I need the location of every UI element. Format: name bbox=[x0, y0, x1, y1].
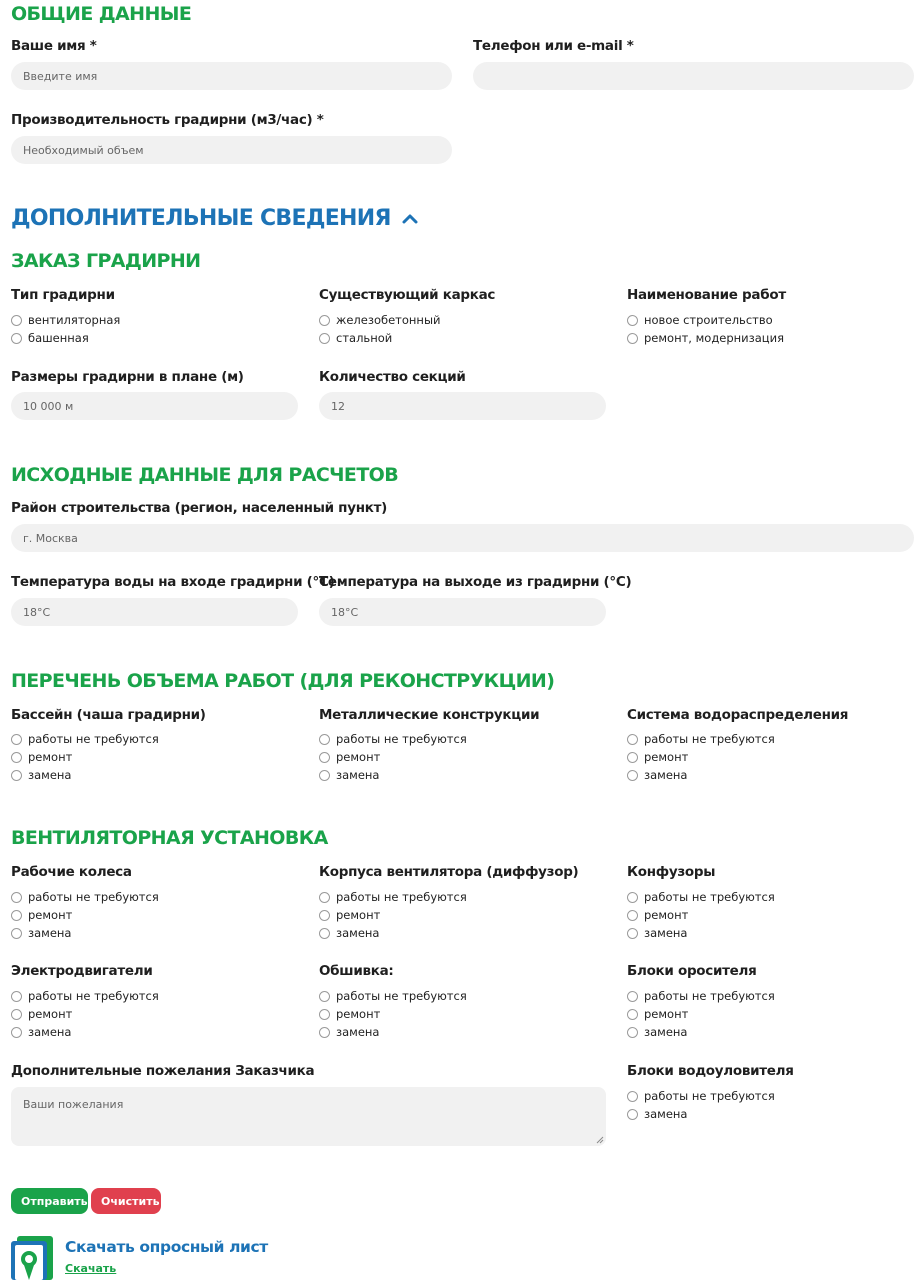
radio-option[interactable]: работы не требуются bbox=[627, 987, 775, 1005]
type-radio-group bbox=[11, 311, 120, 347]
housing-radio-group bbox=[319, 888, 467, 942]
capacity-label: Производительность градирни (м3/час) * bbox=[11, 112, 324, 128]
contact-label: Телефон или e-mail * bbox=[473, 38, 634, 54]
radio-circle-icon[interactable] bbox=[627, 928, 638, 939]
radio-circle-icon[interactable] bbox=[319, 910, 330, 921]
radio-circle-icon[interactable] bbox=[627, 1091, 638, 1102]
motors-label: Электродвигатели bbox=[11, 963, 153, 979]
sprinkler-radio-group bbox=[627, 987, 775, 1041]
additional-heading: ДОПОЛНИТЕЛЬНЫЕ СВЕДЕНИЯ bbox=[11, 206, 391, 231]
confusors-radio-group bbox=[627, 888, 775, 942]
radio-option[interactable]: ремонт, модернизация bbox=[627, 329, 784, 347]
radio-circle-icon[interactable] bbox=[11, 928, 22, 939]
region-input[interactable] bbox=[11, 524, 914, 552]
radio-option[interactable]: ремонт bbox=[319, 1005, 467, 1023]
wheels-radio-group bbox=[11, 888, 159, 942]
size-input[interactable] bbox=[11, 392, 298, 420]
radio-option[interactable]: железобетонный bbox=[319, 311, 441, 329]
works-label: Наименование работ bbox=[627, 287, 786, 303]
radio-option[interactable]: замена bbox=[11, 766, 159, 784]
radio-circle-icon[interactable] bbox=[11, 315, 22, 326]
radio-option[interactable]: ремонт bbox=[627, 748, 775, 766]
radio-option[interactable]: замена bbox=[319, 924, 467, 942]
radio-option[interactable]: работы не требуются bbox=[11, 888, 159, 906]
radio-circle-icon[interactable] bbox=[627, 315, 638, 326]
temp-out-label: Температура на выходе из градирни (°С) bbox=[319, 574, 632, 590]
resize-grip-icon[interactable] bbox=[596, 1136, 604, 1144]
radio-circle-icon[interactable] bbox=[627, 1109, 638, 1120]
radio-circle-icon[interactable] bbox=[11, 910, 22, 921]
radio-option[interactable]: ремонт bbox=[11, 1005, 159, 1023]
radio-option[interactable]: замена bbox=[11, 1023, 159, 1041]
temp-out-input[interactable] bbox=[319, 598, 606, 626]
radio-circle-icon[interactable] bbox=[11, 1027, 22, 1038]
cladding-radio-group bbox=[319, 987, 467, 1041]
radio-option[interactable]: замена bbox=[627, 766, 775, 784]
contact-input[interactable] bbox=[473, 62, 914, 90]
region-label: Район строительства (регион, населенный пункт) bbox=[11, 500, 387, 516]
radio-circle-icon[interactable] bbox=[11, 1009, 22, 1020]
radio-circle-icon[interactable] bbox=[627, 892, 638, 903]
radio-circle-icon[interactable] bbox=[627, 1027, 638, 1038]
radio-circle-icon[interactable] bbox=[319, 1027, 330, 1038]
temp-in-input[interactable] bbox=[11, 598, 298, 626]
cladding-label: Обшивка: bbox=[319, 963, 394, 979]
scope-heading: ПЕРЕЧЕНЬ ОБЪЕМА РАБОТ (ДЛЯ РЕКОНСТРУКЦИИ) bbox=[11, 670, 555, 692]
wheels-label: Рабочие колеса bbox=[11, 864, 132, 880]
metal-label: Металлические конструкции bbox=[319, 707, 540, 723]
radio-option[interactable]: замена bbox=[319, 766, 467, 784]
radio-circle-icon[interactable] bbox=[627, 770, 638, 781]
radio-option[interactable]: работы не требуются bbox=[627, 888, 775, 906]
fan-heading: ВЕНТИЛЯТОРНАЯ УСТАНОВКА bbox=[11, 827, 328, 849]
radio-option[interactable]: ремонт bbox=[11, 906, 159, 924]
chevron-up-icon bbox=[401, 210, 419, 228]
size-label: Размеры градирни в плане (м) bbox=[11, 369, 244, 385]
radio-circle-icon[interactable] bbox=[11, 991, 22, 1002]
frame-label: Существующий каркас bbox=[319, 287, 496, 303]
radio-circle-icon[interactable] bbox=[627, 991, 638, 1002]
water-label: Система водораспределения bbox=[627, 707, 849, 723]
radio-circle-icon[interactable] bbox=[319, 928, 330, 939]
radio-option[interactable]: вентиляторная bbox=[11, 311, 120, 329]
radio-option[interactable]: работы не требуются bbox=[319, 888, 467, 906]
radio-option[interactable]: ремонт bbox=[627, 1005, 775, 1023]
clear-button[interactable]: Очистить bbox=[91, 1188, 161, 1214]
radio-circle-icon[interactable] bbox=[319, 892, 330, 903]
radio-option[interactable]: замена bbox=[319, 1023, 467, 1041]
radio-option[interactable]: работы не требуются bbox=[11, 730, 159, 748]
radio-option[interactable]: башенная bbox=[11, 329, 120, 347]
radio-option[interactable]: работы не требуются bbox=[319, 987, 467, 1005]
radio-circle-icon[interactable] bbox=[627, 333, 638, 344]
wishes-label: Дополнительные пожелания Заказчика bbox=[11, 1063, 315, 1079]
radio-circle-icon[interactable] bbox=[627, 1009, 638, 1020]
sprinkler-label: Блоки оросителя bbox=[627, 963, 757, 979]
radio-option[interactable]: замена bbox=[627, 1105, 775, 1123]
sections-input[interactable] bbox=[319, 392, 606, 420]
radio-option[interactable]: стальной bbox=[319, 329, 441, 347]
eliminator-label: Блоки водоуловителя bbox=[627, 1063, 794, 1079]
frame-radio-group bbox=[319, 311, 441, 347]
submit-button[interactable]: Отправить bbox=[11, 1188, 88, 1214]
radio-circle-icon[interactable] bbox=[319, 333, 330, 344]
motors-radio-group bbox=[11, 987, 159, 1041]
source-heading: ИСХОДНЫЕ ДАННЫЕ ДЛЯ РАСЧЕТОВ bbox=[11, 464, 399, 486]
radio-circle-icon[interactable] bbox=[11, 752, 22, 763]
basin-radio-group bbox=[11, 730, 159, 784]
confusors-label: Конфузоры bbox=[627, 864, 716, 880]
radio-circle-icon[interactable] bbox=[319, 315, 330, 326]
temp-in-label: Температура воды на входе градирни (°С) bbox=[11, 574, 335, 590]
radio-circle-icon[interactable] bbox=[11, 770, 22, 781]
radio-option[interactable]: замена bbox=[627, 1023, 775, 1041]
radio-circle-icon[interactable] bbox=[319, 1009, 330, 1020]
housing-label: Корпуса вентилятора (диффузор) bbox=[319, 864, 579, 880]
radio-option[interactable]: замена bbox=[627, 924, 775, 942]
name-label: Ваше имя * bbox=[11, 38, 97, 54]
radio-option[interactable]: замена bbox=[11, 924, 159, 942]
water-radio-group bbox=[627, 730, 775, 784]
order-heading: ЗАКАЗ ГРАДИРНИ bbox=[11, 250, 201, 272]
download-link[interactable]: Скачать bbox=[65, 1262, 117, 1275]
radio-circle-icon[interactable] bbox=[319, 770, 330, 781]
radio-option[interactable]: ремонт bbox=[319, 748, 467, 766]
radio-option[interactable]: ремонт bbox=[319, 906, 467, 924]
radio-option[interactable]: работы не требуются bbox=[319, 730, 467, 748]
name-input[interactable] bbox=[11, 62, 452, 90]
radio-circle-icon[interactable] bbox=[627, 910, 638, 921]
general-heading: ОБЩИЕ ДАННЫЕ bbox=[11, 3, 192, 25]
radio-option[interactable]: ремонт bbox=[627, 906, 775, 924]
basin-label: Бассейн (чаша градирни) bbox=[11, 707, 206, 723]
type-label: Тип градирни bbox=[11, 287, 115, 303]
radio-circle-icon[interactable] bbox=[11, 333, 22, 344]
radio-option[interactable]: работы не требуются bbox=[627, 730, 775, 748]
radio-circle-icon[interactable] bbox=[319, 991, 330, 1002]
radio-circle-icon[interactable] bbox=[11, 892, 22, 903]
radio-option[interactable]: ремонт bbox=[11, 748, 159, 766]
radio-option[interactable]: работы не требуются bbox=[627, 1087, 775, 1105]
radio-circle-icon[interactable] bbox=[627, 752, 638, 763]
radio-circle-icon[interactable] bbox=[627, 734, 638, 745]
radio-circle-icon[interactable] bbox=[319, 752, 330, 763]
wishes-textarea[interactable] bbox=[11, 1087, 606, 1146]
additional-toggle[interactable] bbox=[11, 206, 419, 231]
capacity-input[interactable] bbox=[11, 136, 452, 164]
eliminator-radio-group bbox=[627, 1087, 775, 1123]
sections-label: Количество секций bbox=[319, 369, 466, 385]
radio-circle-icon[interactable] bbox=[11, 734, 22, 745]
works-radio-group bbox=[627, 311, 784, 347]
document-certificate-icon bbox=[11, 1236, 55, 1280]
radio-circle-icon[interactable] bbox=[319, 734, 330, 745]
download-title: Скачать опросный лист bbox=[65, 1238, 268, 1256]
radio-option[interactable]: работы не требуются bbox=[11, 987, 159, 1005]
metal-radio-group bbox=[319, 730, 467, 784]
radio-option[interactable]: новое строительство bbox=[627, 311, 784, 329]
